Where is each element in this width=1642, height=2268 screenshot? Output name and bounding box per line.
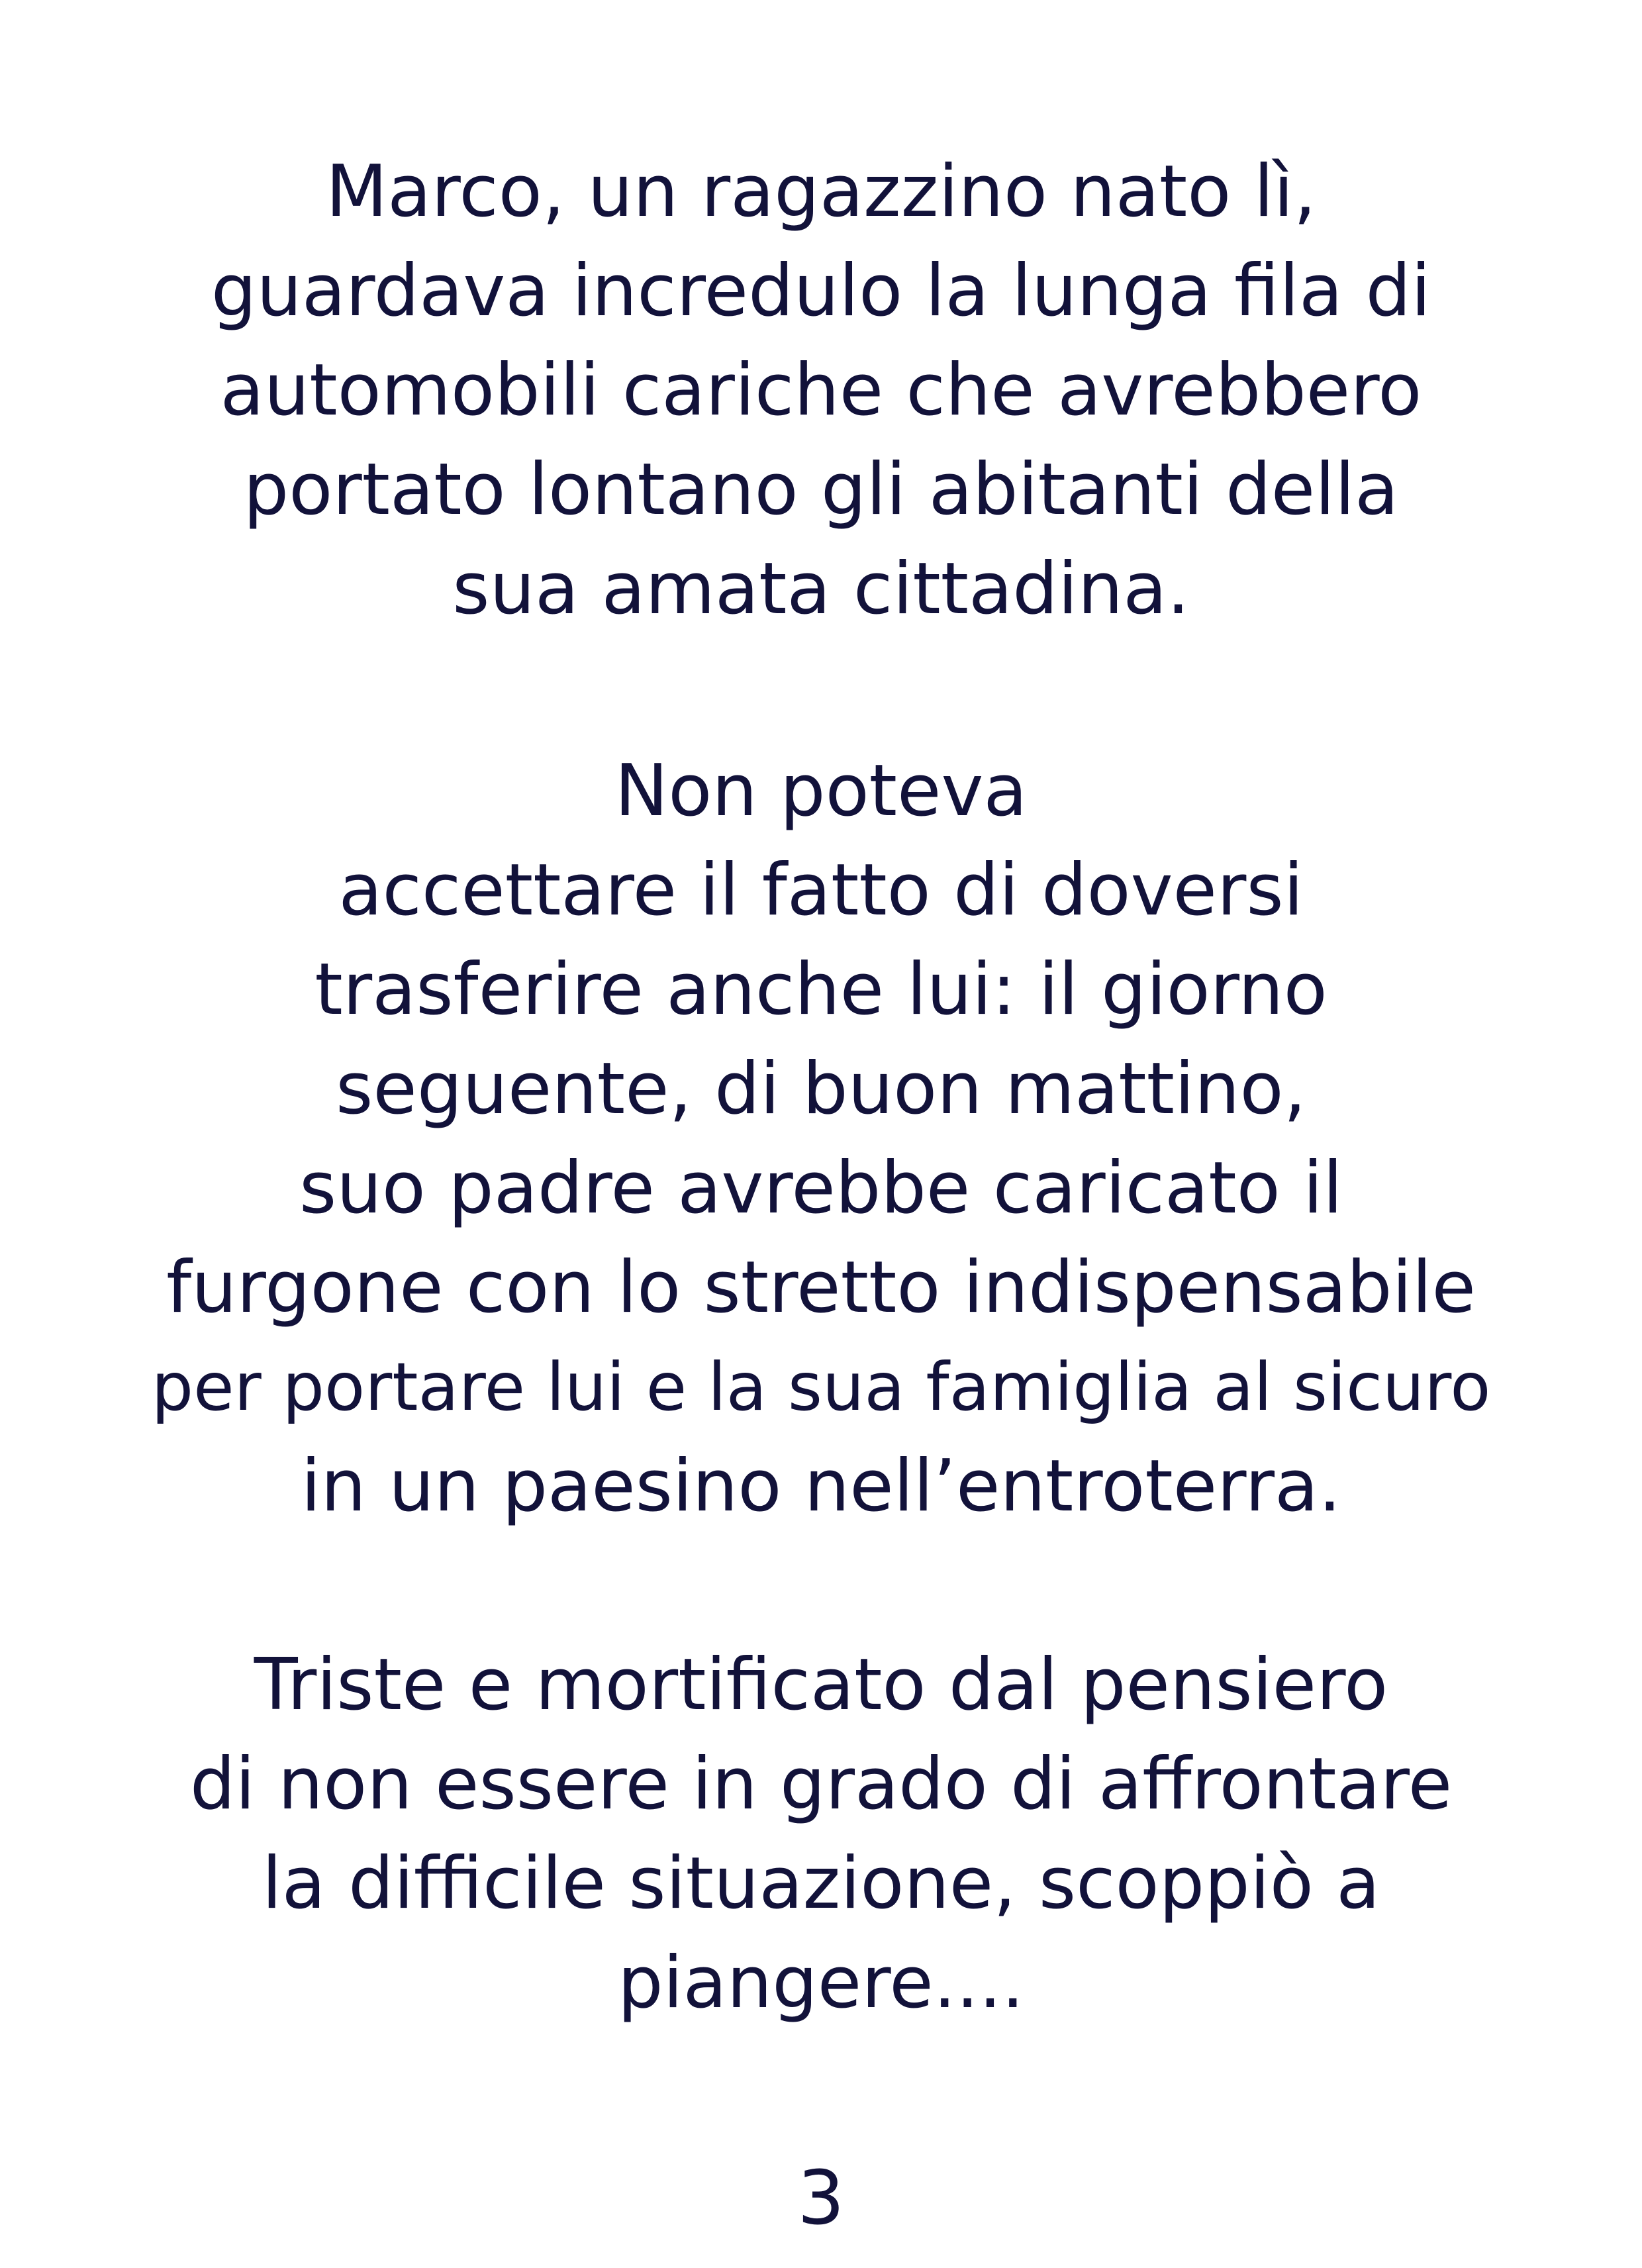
- text-line: trasferire anche lui: il giorno: [314, 948, 1328, 1031]
- text-line: suo padre avrebbe caricato il: [299, 1147, 1343, 1230]
- text-line: per portare lui e la sua famiglia al sicuro: [151, 1348, 1491, 1426]
- text-line: in un paesino nell’entroterra.: [301, 1445, 1341, 1528]
- paragraph-3: [0, 1636, 1642, 2033]
- text-line: accettare il fatto di doversi: [338, 849, 1304, 932]
- text-line: piangere....: [618, 1942, 1024, 2024]
- text-line: automobili cariche che avrebbero: [220, 349, 1422, 432]
- text-line: Triste e mortificato dal pensiero: [254, 1644, 1388, 1726]
- text-line: sua amata cittadina.: [452, 548, 1190, 630]
- text-line: furgone con lo stretto indispensabile: [166, 1246, 1476, 1329]
- text-line: seguente, di buon mattino,: [336, 1048, 1306, 1130]
- text-line: di non essere in grado di affrontare: [189, 1743, 1453, 1826]
- text-line: Marco, un ragazzino nato lì,: [325, 150, 1317, 233]
- paragraph-2: [0, 742, 1642, 1536]
- text-line: guardava incredulo la lunga fila di: [211, 250, 1431, 332]
- page-number: 3: [797, 2155, 845, 2242]
- paragraph-1: [0, 142, 1642, 639]
- text-line: Non poteva: [614, 750, 1028, 832]
- text-line: la difficile situazione, scoppiò a: [262, 1842, 1380, 1925]
- text-line: portato lontano gli abitanti della: [243, 448, 1399, 531]
